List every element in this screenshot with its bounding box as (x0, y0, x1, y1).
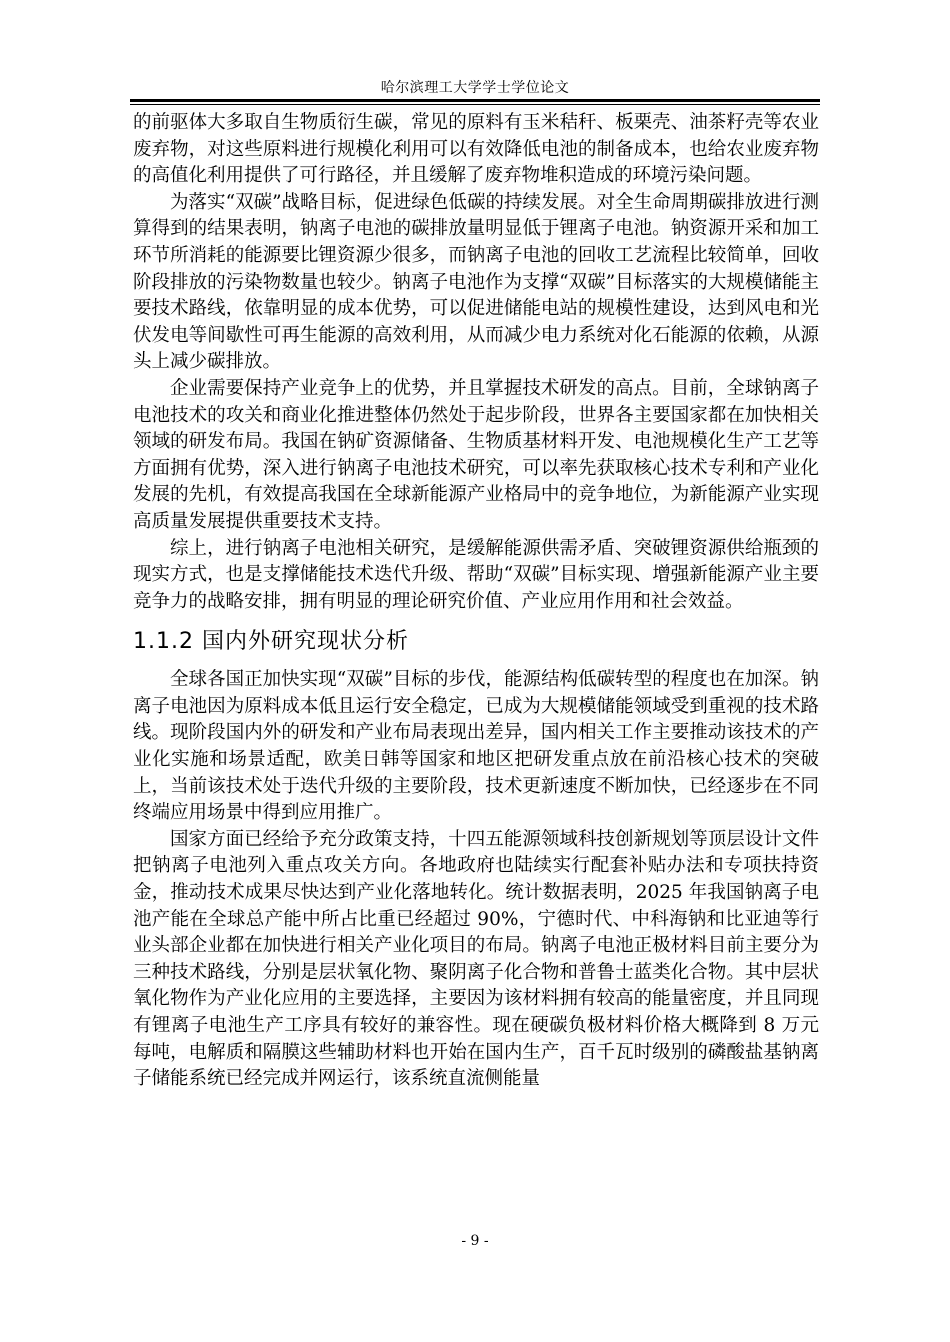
paragraph: 为落实“双碳”战略目标，促进绿色低碳的持续发展。对全生命周期碳排放进行测算得到的结果表明，钠离子电池的碳排放量明显低于锂离子电池。钠资源开采和加工环节所消耗的能源要比锂资源少很多，而钠离子电池的回收工艺流程比较简单，回收阶段排放的污染物数量也较少。钠离子电池作为支撑“双碳”目标落实的大规模储能主要技术路线，依靠明显的成本优势，可以促进储能电站的规模性建设，达到风电和光伏发电等间歇性可再生能源的高效利用，从而减少电力系统对化石能源的依赖，从源头上减少碳排放。 (133, 191, 819, 373)
running-header: 哈尔滨理工大学学士学位论文 (380, 80, 570, 96)
paragraph: 的前驱体大多取自生物质衍生碳，常见的原料有玉米秸秆、板栗壳、油茶籽壳等农业废弃物，对这些原料进行规模化利用可以有效降低电池的制备成本，也给农业废弃物的高值化利用提供了可行路径，并且缓解了废弃物堆积造成的环境污染问题。 (133, 112, 819, 187)
header-rule-thin (130, 104, 820, 105)
paragraph: 企业需要保持产业竞争上的优势，并且掌握技术研发的高点。目前，全球钠离子电池技术的攻关和商业化推进整体仍然处于起步阶段，世界各主要国家都在加快相关领域的研发布局。我国在钠矿资源储备、生物质基材料开发、电池规模化生产工艺等方面拥有优势，深入进行钠离子电池技术研究，可以率先获取核心技术专利和产业化发展的先机，有效提高我国在全球新能源产业格局中的竞争地位，为新能源产业实现高质量发展提供重要技术支持。 (133, 377, 819, 532)
page-number: - 9 - (461, 1233, 489, 1249)
paragraph: 全球各国正加快实现“双碳”目标的步伐，能源结构低碳转型的程度也在加深。钠离子电池因为原料成本低且运行安全稳定，已成为大规模储能领域受到重视的技术路线。现阶段国内外的研发和产业布局表现出差异，国内相关工作主要推动该技术的产业化实施和场景适配，欧美日韩等国家和地区把研发重点放在前沿核心技术的突破上，当前该技术处于迭代升级的主要阶段，技术更新速度不断加快，已经逐步在不同终端应用场景中得到应用推广。 (133, 669, 819, 824)
paragraph: 国家方面已经给予充分政策支持，十四五能源领域科技创新规划等顶层设计文件把钠离子电池列入重点攻关方向。各地政府也陆续实行配套补贴办法和专项扶持资金，推动技术成果尽快达到产业化落地转化。统计数据表明，2025 年我国钠离子电池产能在全球总产能中所占比重已经超过 90%，宁德时代、中科海钠和比亚迪等行业头部企业都在加快进行相关产业化项目的布局。钠离子电池正极材料目前主要分为三种技术路线，分别是层状氧化物、聚阴离子化合物和普鲁士蓝类化合物。其中层状氧化物作为产业化应用的主要选择，主要因为该材料拥有较高的能量密度，并且同现有锂离子电池生产工序具有较好的兼容性。现在硬碳负极材料价格大概降到 8 万元每吨，电解质和隔膜这些辅助材料也开始在国内生产，百千瓦时级别的磷酸盐基钠离子储能系统已经完成并网运行，该系统直流侧能量 (133, 828, 819, 1090)
body-text (133, 110, 819, 1093)
paragraph: 综上，进行钠离子电池相关研究，是缓解能源供需矛盾、突破锂资源供给瓶颈的现实方式，也是支撑储能技术迭代升级、帮助“双碳”目标实现、增强新能源产业主要竞争力的战略安排，拥有明显的理论研究价值、产业应用作用和社会效益。 (133, 537, 819, 612)
section-heading: 1.1.2 国内外研究现状分析 (133, 629, 409, 655)
header-rule (130, 99, 820, 102)
